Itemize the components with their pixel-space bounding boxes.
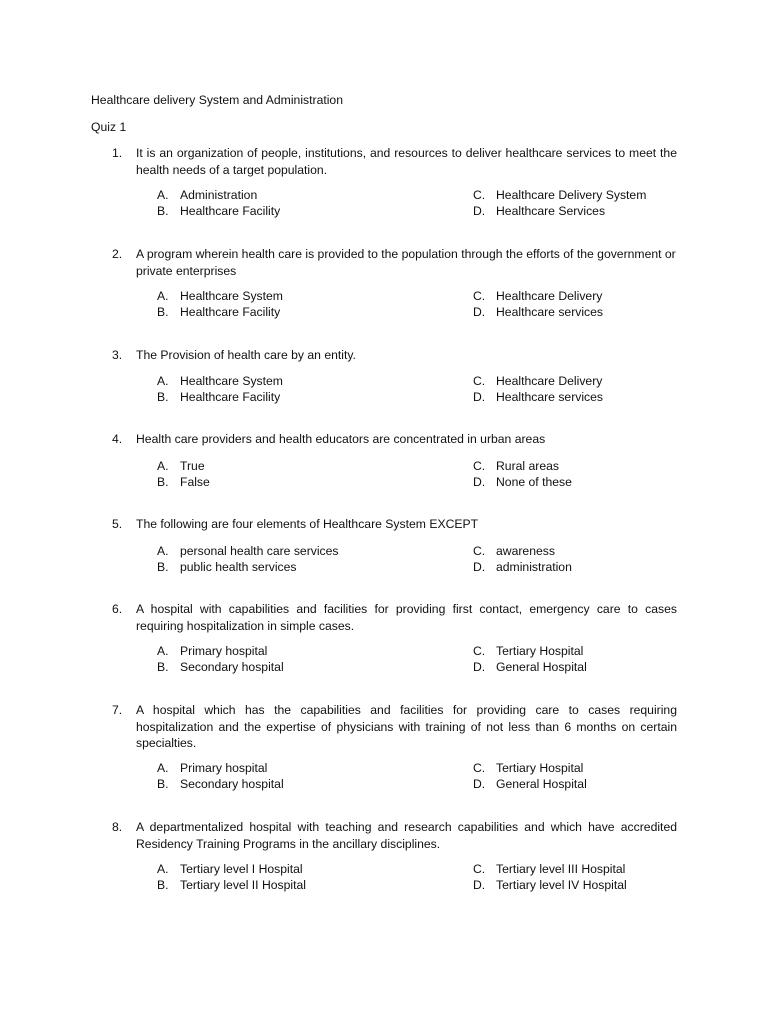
choice-letter: B. [157,474,169,489]
choice-group [91,187,677,221]
choice-b [157,203,280,219]
choice-text: Healthcare Facility [180,204,281,218]
choice-letter: C. [473,644,486,658]
question-text: A hospital which has the capabilities and facilities for providing care to cases requiring hospitalization and the expertise of physicians with training of not less than 6 months on certain specialties. [136,703,677,750]
choice-group [91,543,677,577]
choice-letter: B. [157,559,169,574]
choice-letter: A. [157,458,169,473]
choice-text: General Hospital [496,660,587,674]
choice-letter: C. [473,543,486,558]
choice-c [473,861,625,877]
question-5 [91,516,677,577]
question-number: 1. [112,146,123,160]
choice-group [91,643,677,677]
choice-text: Tertiary level III Hospital [496,862,626,876]
choice-letter: A. [157,760,169,775]
choice-letter: C. [473,188,486,202]
question-text: A program wherein health care is provided to the population through the efforts of the government or private enterprises [136,247,676,278]
choice-a [157,760,267,776]
choice-c [473,187,646,203]
choice-text: Primary hospital [180,760,268,775]
choice-text: Primary hospital [180,644,268,658]
choice-letter: C. [473,289,486,303]
choice-group [91,760,677,794]
choice-letter: D. [473,305,486,319]
choice-text: Healthcare Facility [180,389,281,404]
question-8 [91,819,677,895]
choice-letter: D. [473,878,486,892]
choice-text: Administration [180,188,258,202]
choice-text: personal health care services [180,543,339,558]
choice-letter: A. [157,644,169,658]
choice-letter: A. [157,543,169,558]
choice-b [157,474,210,490]
choice-a [157,458,205,474]
choice-c [473,458,559,474]
choice-text: Healthcare System [180,289,283,303]
question-number: 3. [112,348,123,362]
choice-letter: C. [473,760,486,775]
question-number: 7. [112,703,123,717]
choice-d [473,474,572,490]
choice-d [473,304,603,320]
choice-text: Healthcare services [496,305,604,319]
choice-text: True [180,458,205,473]
choice-letter: A. [157,188,169,202]
choice-letter: D. [473,389,486,404]
question-6 [91,601,677,677]
choice-letter: D. [473,776,486,791]
choice-group [91,373,677,407]
choice-text: Healthcare System [180,373,283,388]
choice-letter: D. [473,474,486,489]
choice-letter: B. [157,305,169,319]
choice-text: Tertiary Hospital [496,760,584,775]
choice-letter: A. [157,373,169,388]
choice-d [473,559,572,575]
choice-text: Secondary hospital [180,776,284,791]
choice-group [91,861,677,895]
choice-text: False [180,474,210,489]
choice-text: Tertiary level IV Hospital [496,878,627,892]
choice-d [473,659,587,675]
choice-b [157,659,284,675]
choice-letter: B. [157,878,169,892]
choice-b [157,389,280,405]
question-number: 8. [112,820,123,834]
question-number: 6. [112,602,123,616]
choice-letter: B. [157,389,169,404]
choice-c [473,373,602,389]
choice-a [157,373,283,389]
choice-a [157,187,257,203]
choice-letter: B. [157,204,169,218]
choice-a [157,643,267,659]
question-number: 4. [112,432,123,446]
document-title: Healthcare delivery System and Administration [91,93,343,107]
choice-b [157,877,306,893]
question-text: The following are four elements of Healthcare System EXCEPT [136,517,479,531]
choice-text: Tertiary Hospital [496,644,584,658]
choice-letter: B. [157,660,169,674]
choice-b [157,304,280,320]
choice-text: Rural areas [496,458,559,473]
choice-group [91,458,677,492]
choice-text: Tertiary level I Hospital [180,862,303,876]
quiz-label: Quiz 1 [91,120,127,134]
choice-text: None of these [496,474,572,489]
choice-letter: D. [473,204,486,218]
choice-a [157,288,283,304]
choice-a [157,861,303,877]
question-4 [91,431,677,492]
choice-text: Healthcare Delivery System [496,188,647,202]
choice-letter: D. [473,660,486,674]
choice-letter: C. [473,862,486,876]
choice-c [473,643,583,659]
question-text: A departmentalized hospital with teaching and research capabilities and which have accredited Residency Training Programs in the ancillary disciplines. [136,820,677,851]
choice-letter: A. [157,289,169,303]
choice-text: Healthcare Delivery [496,373,603,388]
question-text: A hospital with capabilities and facilities for providing first contact, emergency care to cases requiring hospitalization in simple cases. [136,602,677,633]
choice-text: Tertiary level II Hospital [180,878,306,892]
choice-text: administration [496,559,572,574]
choice-text: Healthcare services [496,389,604,404]
choice-text: public health services [180,559,297,574]
choice-text: Healthcare Delivery [496,289,603,303]
choice-group [91,288,677,322]
question-text: Health care providers and health educators are concentrated in urban areas [136,432,546,446]
choice-letter: B. [157,776,169,791]
choice-text: Secondary hospital [180,660,284,674]
choice-c [473,543,555,559]
choice-c [473,288,602,304]
choice-d [473,877,627,893]
question-7 [91,702,677,794]
choice-d [473,776,587,792]
choice-d [473,389,603,405]
choice-text: Healthcare Facility [180,305,281,319]
choice-letter: D. [473,559,486,574]
choice-letter: C. [473,373,486,388]
choice-a [157,543,339,559]
question-text: The Provision of health care by an entity. [136,348,356,362]
question-text: It is an organization of people, institutions, and resources to deliver healthcare services to meet the health needs of a target population. [136,146,677,177]
choice-text: awareness [496,543,555,558]
choice-b [157,776,284,792]
choice-text: Healthcare Services [496,204,606,218]
choice-d [473,203,605,219]
choice-letter: A. [157,862,169,876]
question-2 [91,246,677,322]
choice-c [473,760,583,776]
choice-letter: C. [473,458,486,473]
choice-text: General Hospital [496,776,587,791]
question-number: 5. [112,517,123,531]
choice-b [157,559,297,575]
question-3 [91,347,677,407]
question-1 [91,145,677,221]
question-number: 2. [112,247,123,261]
